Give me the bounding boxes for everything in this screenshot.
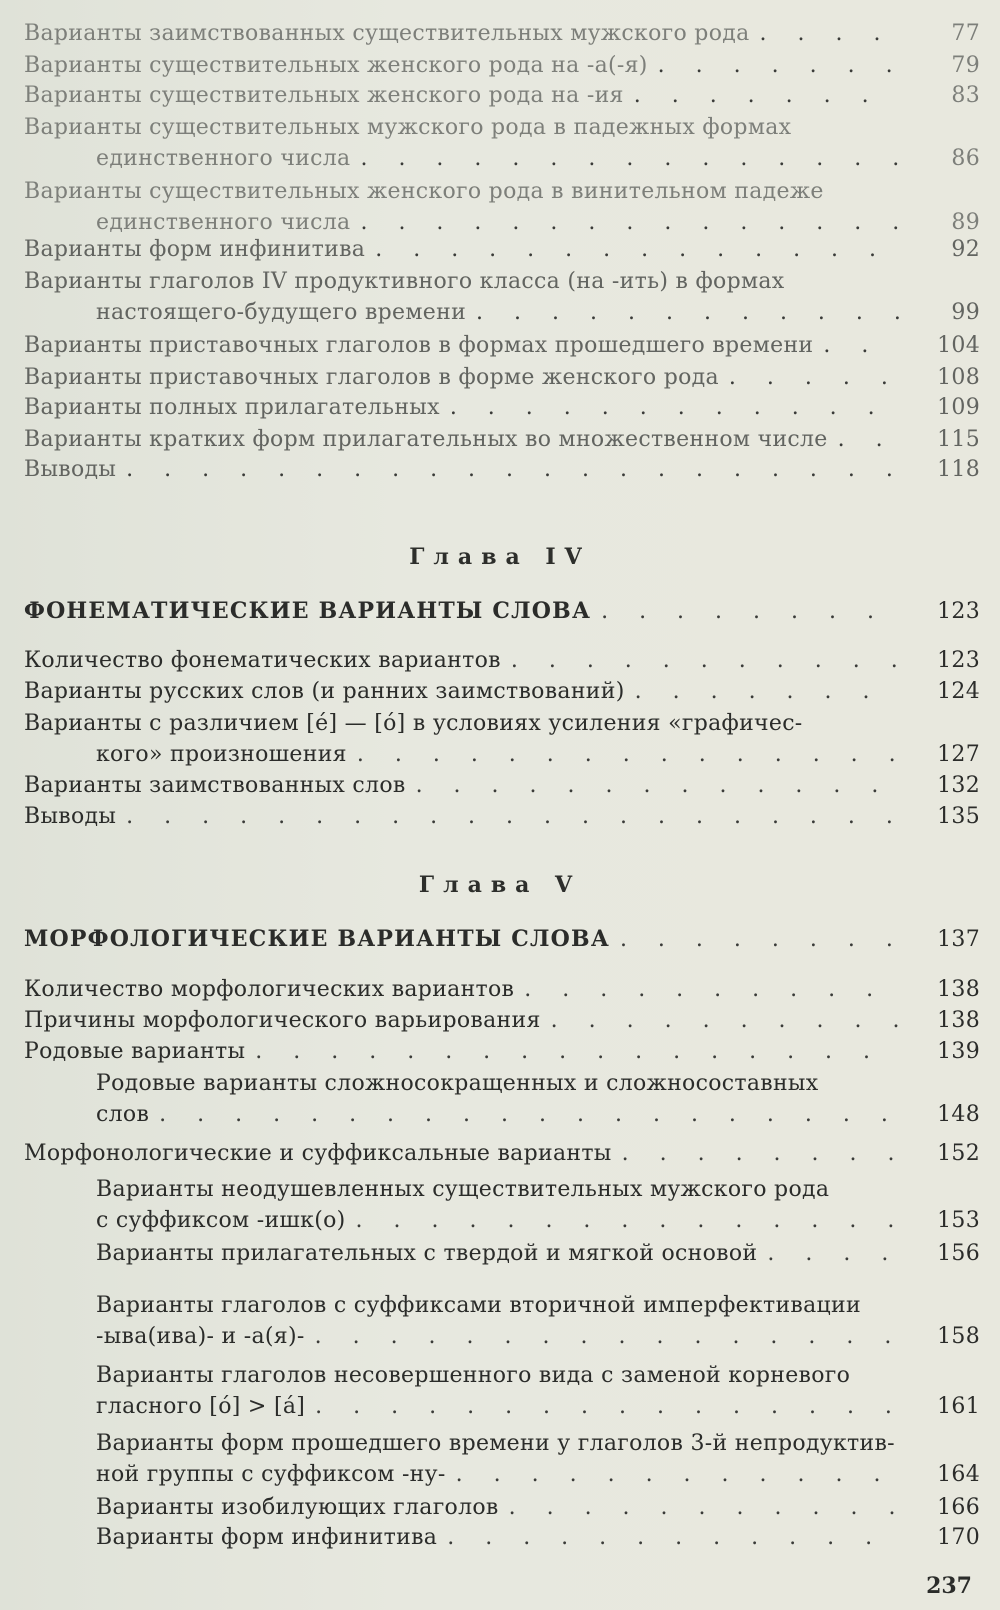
page-number: 152 [937, 1141, 980, 1166]
page-number: 109 [937, 395, 980, 420]
page-number: 156 [937, 1241, 980, 1266]
toc-entry: Варианты существительных женского рода на -а(-я) . . . 79 [24, 50, 900, 81]
page-number: 124 [937, 679, 980, 704]
page-number: 115 [937, 427, 980, 452]
toc-subentry: Родовые варианты сложносокращенных и сложносоставных слов . . . 148 [96, 1068, 900, 1130]
toc-subentry: Варианты форм инфинитива . . . 170 [96, 1522, 900, 1553]
toc-entry: Варианты заимствованных существительных мужского рода . . . 77 [24, 18, 900, 49]
toc-entry: Варианты существительных женского рода на -ия . . . 83 [24, 80, 900, 111]
page-number: 104 [937, 333, 980, 358]
page-number: 170 [937, 1525, 980, 1550]
page-number: 132 [937, 773, 980, 798]
toc-subentry: Варианты форм прошедшего времени у глаголов 3-й непродуктив- ной группы с суффиксом -ну- . . . 164 [96, 1428, 900, 1490]
page-number: 86 [951, 146, 980, 171]
page-number: 123 [937, 599, 980, 624]
chapter-title: ФОНЕМАТИЧЕСКИЕ ВАРИАНТЫ СЛОВА [24, 598, 592, 624]
page-number: 137 [937, 927, 980, 952]
toc-entry: Выводы . . . 135 [24, 801, 900, 832]
toc-entry: Варианты полных прилагательных . . . 109 [24, 392, 900, 423]
page-number: 77 [951, 21, 980, 46]
page-number: 161 [937, 1394, 980, 1419]
page-number: 123 [937, 648, 980, 673]
page-number: 153 [937, 1208, 980, 1233]
page-number: 158 [937, 1324, 980, 1349]
toc-entry: Родовые варианты . . . 139 [24, 1036, 900, 1067]
toc-entry: Варианты русских слов (и ранних заимствований) . . . 124 [24, 676, 900, 707]
toc-entry: Варианты заимствованных слов . . . 132 [24, 770, 900, 801]
page-number: 92 [951, 237, 980, 262]
toc-entry: Количество фонематических вариантов . . . 123 [24, 645, 900, 676]
page-number: 139 [937, 1039, 980, 1064]
page-number: 83 [951, 83, 980, 108]
chapter-label: Глава IV [409, 544, 591, 570]
toc-entry: Варианты существительных мужского рода в падежных формах единственного числа . . . 86 [24, 112, 900, 174]
page-number: 148 [937, 1102, 980, 1127]
page-number: 138 [937, 977, 980, 1002]
chapter-title-entry [24, 596, 980, 627]
toc-subentry: Варианты изобилующих глаголов . . . 166 [96, 1492, 900, 1523]
page-number: 166 [937, 1495, 980, 1520]
chapter-title-entry [24, 924, 980, 955]
page-number: 127 [937, 742, 980, 767]
toc-subentry: Варианты глаголов с суффиксами вторичной имперфективации -ыва(ива)- и -а(я)- . . . 158 [96, 1290, 900, 1352]
toc-entry: Варианты форм инфинитива . . . 92 [24, 234, 900, 265]
toc-subentry: Варианты неодушевленных существительных мужского рода с суффиксом -ишк(о) . . . 153 [96, 1174, 900, 1236]
page-number: 79 [951, 53, 980, 78]
toc-entry: Варианты существительных женского рода в винительном падеже единственного числа . . . 89 [24, 176, 900, 238]
toc-entry: Морфонологические и суффиксальные варианты . . . 152 [24, 1138, 900, 1169]
toc-subentry: Варианты глаголов несовершенного вида с заменой корневого гласного [ó] > [á] . . . 161 [96, 1360, 900, 1422]
page-number: 118 [937, 457, 980, 482]
page-number: 164 [937, 1462, 980, 1487]
toc-entry: Варианты приставочных глаголов в форме женского рода . . . 108 [24, 362, 900, 393]
chapter-label: Глава V [418, 872, 582, 898]
chapter-title: МОРФОЛОГИЧЕСКИЕ ВАРИАНТЫ СЛОВА [24, 926, 610, 952]
folio-page-number: 237 [926, 1573, 972, 1599]
toc-entry: Варианты с различием [é] — [ó] в условиях усиления «графичес- кого» произношения . . . 127 [24, 708, 900, 770]
page-number: 89 [951, 210, 980, 235]
page-number: 138 [937, 1008, 980, 1033]
toc-entry: Варианты глаголов IV продуктивного класса (на -ить) в формах настоящего-будущего времени . . . 99 [24, 266, 900, 328]
toc-entry: Варианты кратких форм прилагательных во множественном числе . . . 115 [24, 424, 900, 455]
toc-entry: Выводы . . . 118 [24, 454, 900, 485]
toc-entry: Варианты приставочных глаголов в формах прошедшего времени . . . 104 [24, 330, 900, 361]
page-number: 108 [937, 365, 980, 390]
page-number: 99 [951, 300, 980, 325]
page-number: 135 [937, 804, 980, 829]
toc-entry: Количество морфологических вариантов . . . 138 [24, 974, 900, 1005]
toc-subentry: Варианты прилагательных с твердой и мягкой основой . . . 156 [96, 1238, 900, 1269]
toc-entry: Причины морфологического варьирования . . . 138 [24, 1005, 900, 1036]
